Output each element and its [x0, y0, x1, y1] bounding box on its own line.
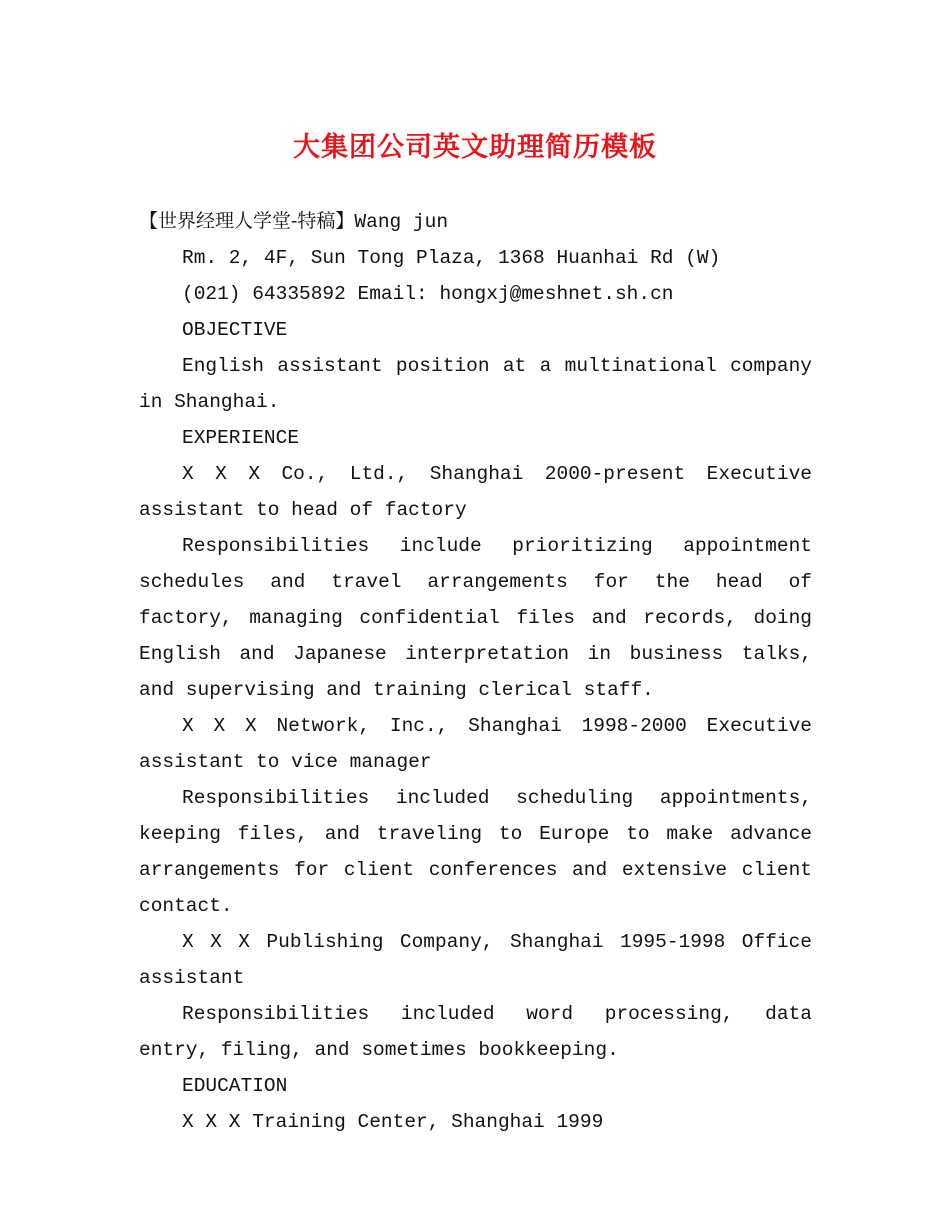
document-title: 大集团公司英文助理简历模板 — [293, 132, 657, 163]
objective-heading: OBJECTIVE — [182, 319, 288, 341]
job2-title: X X X Network, Inc., Shanghai 1998-2000 Executive assistant to vice manager — [139, 715, 812, 773]
education-heading: EDUCATION — [182, 1075, 288, 1097]
byline-tag: 【世界经理人学堂-特稿】 — [139, 210, 355, 232]
contact-line: (021) 64335892 Email: hongxj@meshnet.sh.cn — [182, 283, 674, 305]
resume-body — [139, 203, 812, 1140]
address-line: Rm. 2, 4F, Sun Tong Plaza, 1368 Huanhai Rd (W) — [182, 247, 721, 269]
job3-description: Responsibilities included word processing, data entry, filing, and sometimes bookkeeping. — [139, 1003, 812, 1061]
objective-text: English assistant position at a multinational company in Shanghai. — [139, 355, 812, 413]
job2-description: Responsibilities included scheduling appointments, keeping files, and traveling to Europe to make advance arrangements for client conferences and extensive client contact. — [139, 787, 812, 917]
byline-name: Wang jun — [354, 211, 449, 233]
job1-description: Responsibilities include prioritizing appointment schedules and travel arrangements for the head of factory, managing confidential files and records, doing English and Japanese interpretation in business talks, and supervising and training clerical staff. — [139, 535, 812, 701]
experience-heading: EXPERIENCE — [182, 427, 300, 449]
job3-title: X X X Publishing Company, Shanghai 1995-1998 Office assistant — [139, 931, 812, 989]
education-entry: X X X Training Center, Shanghai 1999 — [182, 1111, 604, 1133]
job1-title: X X X Co., Ltd., Shanghai 2000-present Executive assistant to head of factory — [139, 463, 812, 521]
byline — [139, 203, 812, 240]
